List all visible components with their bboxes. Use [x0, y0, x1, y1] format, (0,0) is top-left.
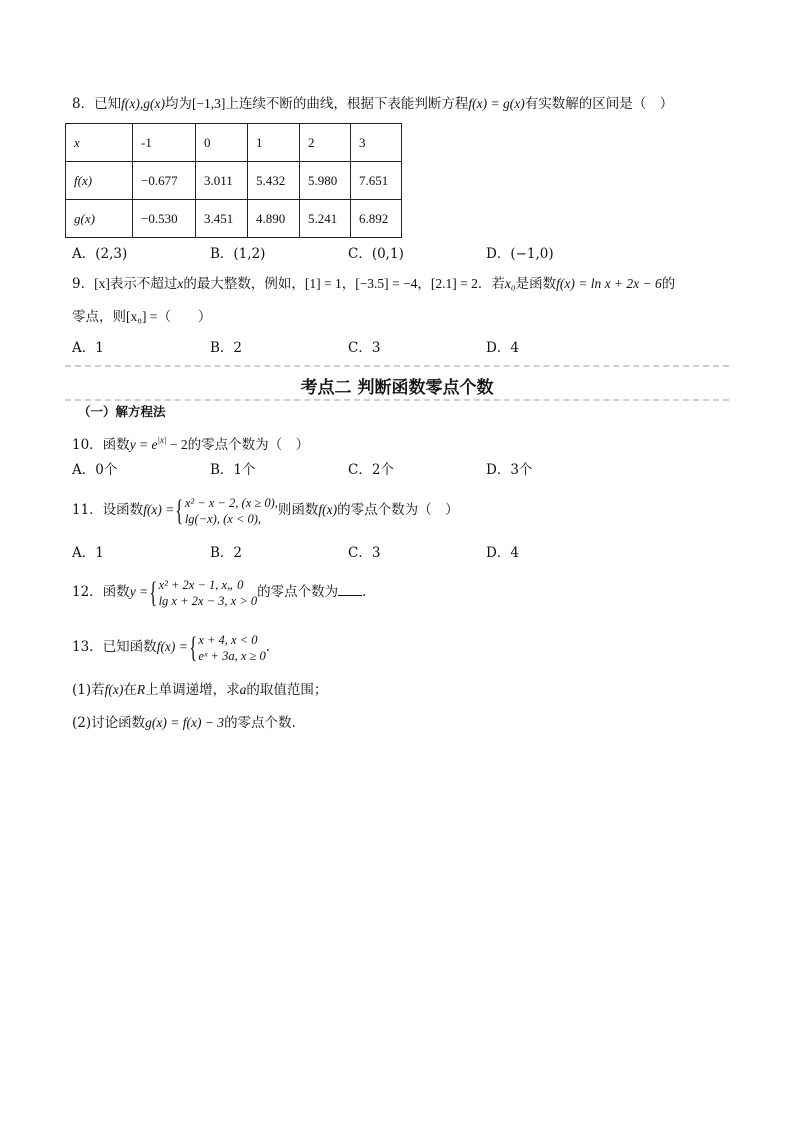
option-c[interactable]: C．3	[348, 545, 381, 561]
table-cell: 3	[351, 124, 402, 162]
q10-stem: 10．函数$y = e^{|x|} - 2$的零点个数为（ ）	[72, 435, 310, 453]
left-brace: {	[189, 630, 198, 664]
section-subheading: （一）解方程法	[78, 404, 166, 419]
q8-stem	[72, 94, 673, 114]
table-cell: 5.241	[300, 200, 351, 238]
table-cell: −0.530	[133, 200, 196, 238]
x-header-cell: x	[66, 124, 133, 162]
table-row	[66, 162, 402, 200]
q8-prefix: 8．已知	[72, 96, 122, 112]
section-divider-bottom	[65, 399, 729, 401]
table-row	[66, 124, 402, 162]
table-cell: 0	[196, 124, 248, 162]
q8-equation: f(x) = g(x)	[468, 96, 525, 111]
floor-x: [x]	[94, 276, 110, 291]
q12-stem: 12．函数y ={ x² + 2x − 1, x„ 0 lg x + 2x − 3, x > 0 的零点个数为 ．	[72, 575, 376, 609]
option-b[interactable]: B．1个	[210, 462, 256, 478]
q13-part2: (2)讨论函数g(x) = f(x) − 3的零点个数.	[72, 715, 296, 731]
option-a[interactable]: A．0个	[72, 462, 118, 478]
q13-piecewise: x + 4, x < 0 eˣ + 3a, x ≥ 0	[198, 632, 266, 663]
q8-text-b: 上连续不断的曲线，根据下表能判断方程	[225, 96, 469, 112]
option-a[interactable]: A．1	[72, 340, 104, 356]
q13-part1: (1)若f(x)在R上单调递增，求a的取值范围；	[72, 682, 328, 698]
left-brace: {	[175, 493, 184, 527]
option-d[interactable]: D．3个	[486, 462, 533, 478]
option-b[interactable]: B．2	[210, 545, 243, 561]
option-c[interactable]: C．(0,1)	[348, 246, 404, 262]
q13-stem: 13．已知函数f(x) ={ x + 4, x < 0 eˣ + 3a, x ≥ 0 .	[72, 630, 271, 664]
q8-text-a: 均为	[164, 96, 192, 112]
option-b[interactable]: B．(1,2)	[210, 246, 266, 262]
table-cell: 5.980	[300, 162, 351, 200]
table-cell: 6.892	[351, 200, 402, 238]
f-header-cell: f(x)	[66, 162, 133, 200]
table-cell: 1	[248, 124, 300, 162]
option-a[interactable]: A．(2,3)	[72, 246, 128, 262]
q8-functions: f(x),g(x)	[121, 96, 165, 111]
table-cell: 5.432	[248, 162, 300, 200]
option-a[interactable]: A．1	[72, 545, 104, 561]
q8-suffix: 有实数解的区间是（ ）	[524, 96, 674, 112]
answer-blank[interactable]	[338, 583, 362, 596]
q11-stem: 11．设函数f(x) ={ x² − x − 2, (x ≥ 0), lg(−x), (x < 0), 则函数f(x)的零点个数为（ ）	[72, 493, 459, 527]
g-header-cell: g(x)	[66, 200, 133, 238]
table-cell: -1	[133, 124, 196, 162]
table-cell: 4.890	[248, 200, 300, 238]
option-d[interactable]: D．4	[486, 340, 519, 356]
option-b[interactable]: B．2	[210, 340, 243, 356]
q12-piecewise: x² + 2x − 1, x„ 0 lg x + 2x − 3, x > 0	[158, 577, 258, 608]
option-d[interactable]: D．4	[486, 545, 519, 561]
option-c[interactable]: C．2个	[348, 462, 394, 478]
q9-stem-line1: 9．[x]表示不超过x的最大整数，例如，[1] = 1，[−3.5] = −4，[2.1] = 2．若x₀是函数f(x) = ln x + 2x − 6的	[72, 276, 676, 292]
table-cell: 7.651	[351, 162, 402, 200]
q8-value-table	[65, 123, 402, 238]
section-divider-top	[65, 365, 729, 367]
section-heading: 考点二 判断函数零点个数	[300, 378, 494, 398]
option-c[interactable]: C．3	[348, 340, 381, 356]
q9-function: f(x) = ln x + 2x − 6	[556, 276, 662, 291]
table-cell: 2	[300, 124, 351, 162]
option-d[interactable]: D．(−1,0)	[486, 246, 554, 262]
left-brace: {	[149, 575, 158, 609]
q9-stem-line2: 零点，则[x₀] =（ ）	[72, 309, 212, 325]
q8-interval: [−1,3]	[191, 96, 226, 111]
table-cell: −0.677	[133, 162, 196, 200]
table-cell: 3.451	[196, 200, 248, 238]
q11-piecewise: x² − x − 2, (x ≥ 0), lg(−x), (x < 0),	[184, 495, 278, 526]
table-row	[66, 200, 402, 238]
table-cell: 3.011	[196, 162, 248, 200]
